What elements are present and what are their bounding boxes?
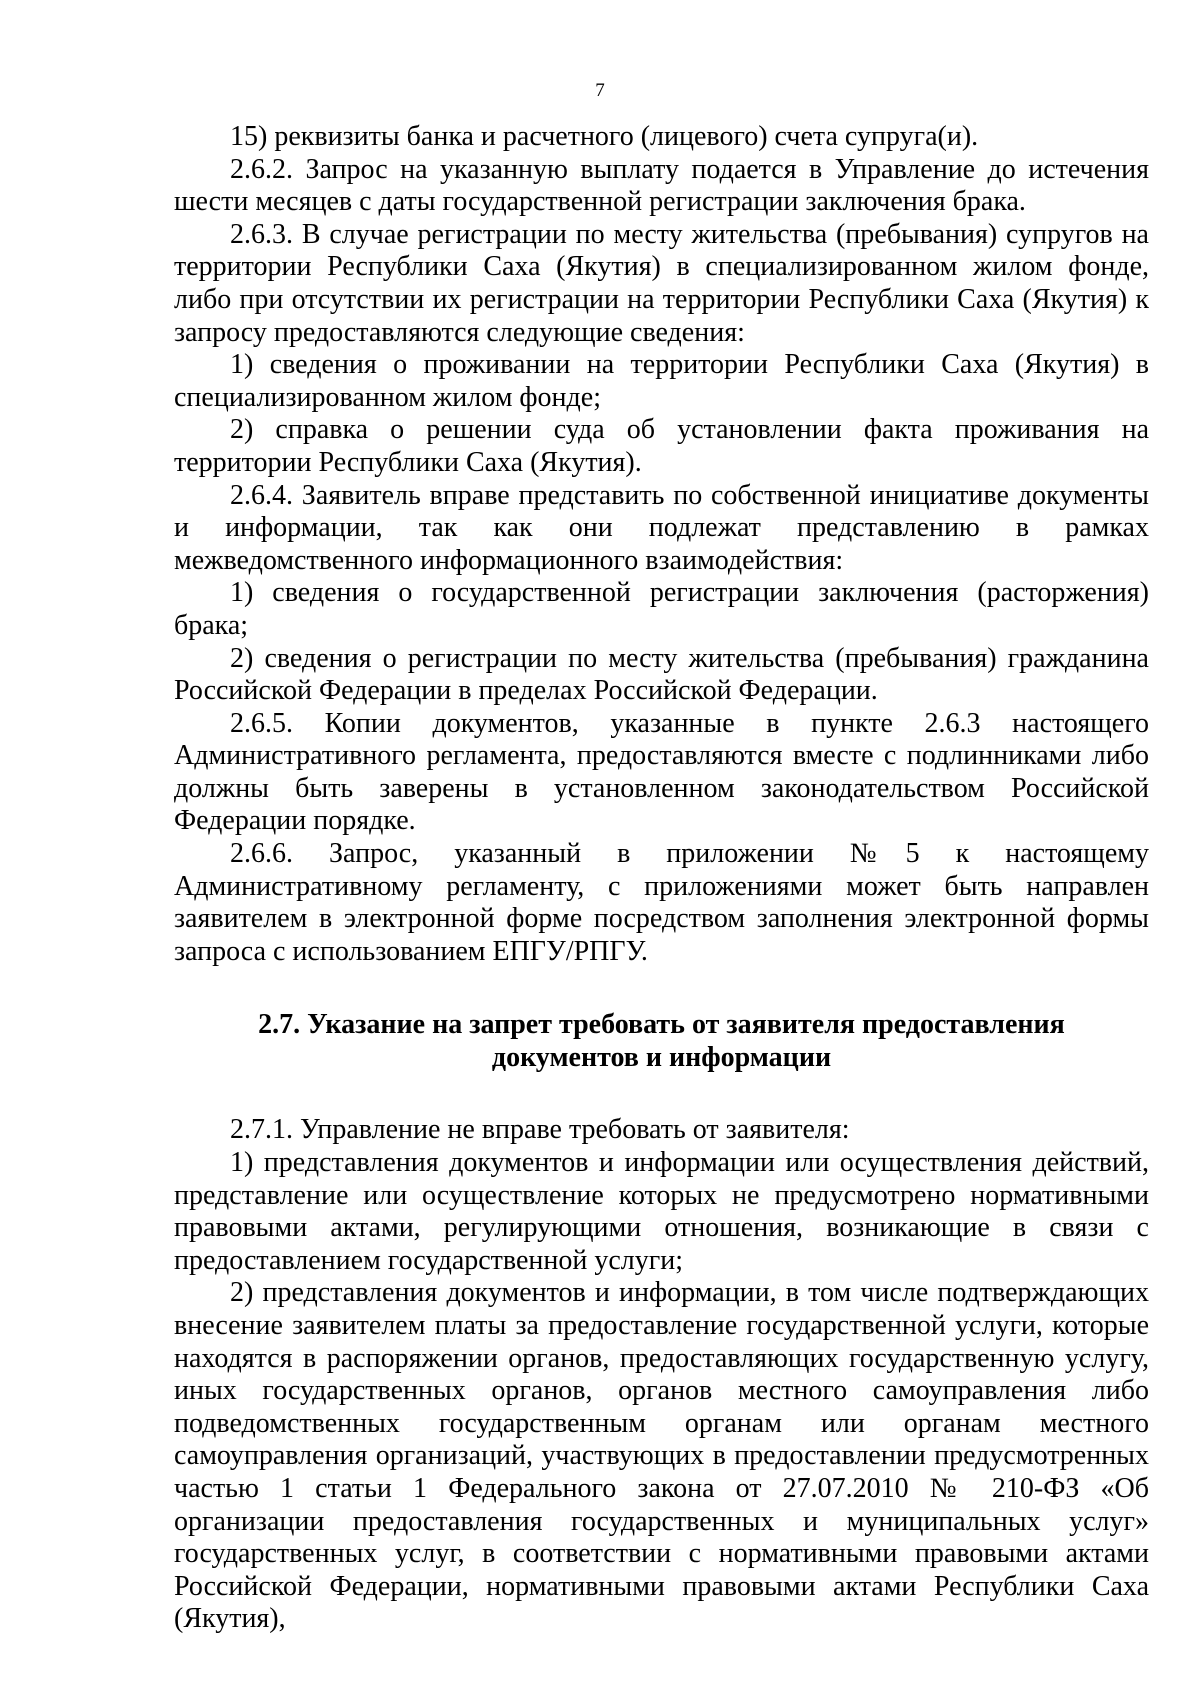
paragraph-2-7-1-item-2: 2) представления документов и информации, в том числе подтверждающих внесение заявителем платы за предоставление государственной услуги, которые находятся в распоряжении органов, предоставляющих государственную услугу, иных государственных органов, органов местного самоуправления либо подведомственных государственным органам или органам местного самоуправления организаций, участвующих в предоставлении предусмотренных частью 1 статьи 1 Федерального закона от 27.07.2010 № 210-ФЗ «Об организации предоставления государственных и муниципальных услуг» государственных услуг, в соответствии с нормативными правовыми актами Российской Федерации, нормативными правовыми актами Республики Саха (Якутия), [174,1277,1149,1635]
paragraph-2-6-3-item-1: 1) сведения о проживании на территории Республики Саха (Якутия) в специализированном жилом фонде; [174,349,1149,413]
paragraph-2-7-1: 2.7.1. Управление не вправе требовать от заявителя: [230,1114,850,1146]
paragraph-2-6-5: 2.6.5. Копии документов, указанные в пункте 2.6.3 настоящего Административного регламента, предоставляются вместе с подлинниками либо должны быть заверены в установленном законодательством Российской Федерации порядке. [174,707,1149,837]
paragraph-item-15: 15) реквизиты банка и расчетного (лицевого) счета супруга(и). [230,121,979,152]
paragraph-2-6-3: 2.6.3. В случае регистрации по месту жительства (пребывания) супругов на территории Республики Саха (Якутия) в специализированном жилом фонде, либо при отсутствии их регистрации на территории Республики Саха (Якутия) к запросу предоставляются следующие сведения: [174,218,1149,348]
paragraph-2-6-3-item-2: 2) справка о решении суда об установлении факта проживания на территории Республики Саха (Якутия). [174,414,1149,478]
section-heading-2-7 [174,1008,1149,1074]
section-heading-line-2: документов и информации [491,1042,832,1074]
paragraph-2-6-4: 2.6.4. Заявитель вправе представить по собственной инициативе документы и информации, так как они подлежат представлению в рамках межведомственного информационного взаимодействия: [174,479,1149,576]
paragraph-2-6-6: 2.6.6. Запрос, указанный в приложении №5 к настоящему Административному регламенту, с приложениями может быть направлен заявителем в электронной форме посредством заполнения электронной формы запроса с использованием ЕПГУ/РПГУ. [174,838,1149,967]
paragraph-2-6-2: 2.6.2. Запрос на указанную выплату подается в Управление до истечения шести месяцев с даты государственной регистрации заключения брака. [174,153,1149,218]
paragraph-2-6-4-item-2: 2) сведения о регистрации по месту жительства (пребывания) гражданина Российской Федерации в пределах Российской Федерации. [174,642,1149,707]
page-number: 7 [595,80,605,101]
paragraph-2-6-4-item-1: 1) сведения о государственной регистрации заключения (расторжения) брака; [174,577,1149,641]
section-heading-line-1: 2.7. Указание на запрет требовать от заявителя предоставления [258,1009,1065,1041]
document-body [174,121,1149,1636]
paragraph-2-7-1-item-1: 1) представления документов и информации или осуществления действий, представление или осуществление которых не предусмотрено нормативными правовыми актами, регулирующими отношения, возникающие в связи с предоставлением государственной услуги; [174,1147,1149,1276]
